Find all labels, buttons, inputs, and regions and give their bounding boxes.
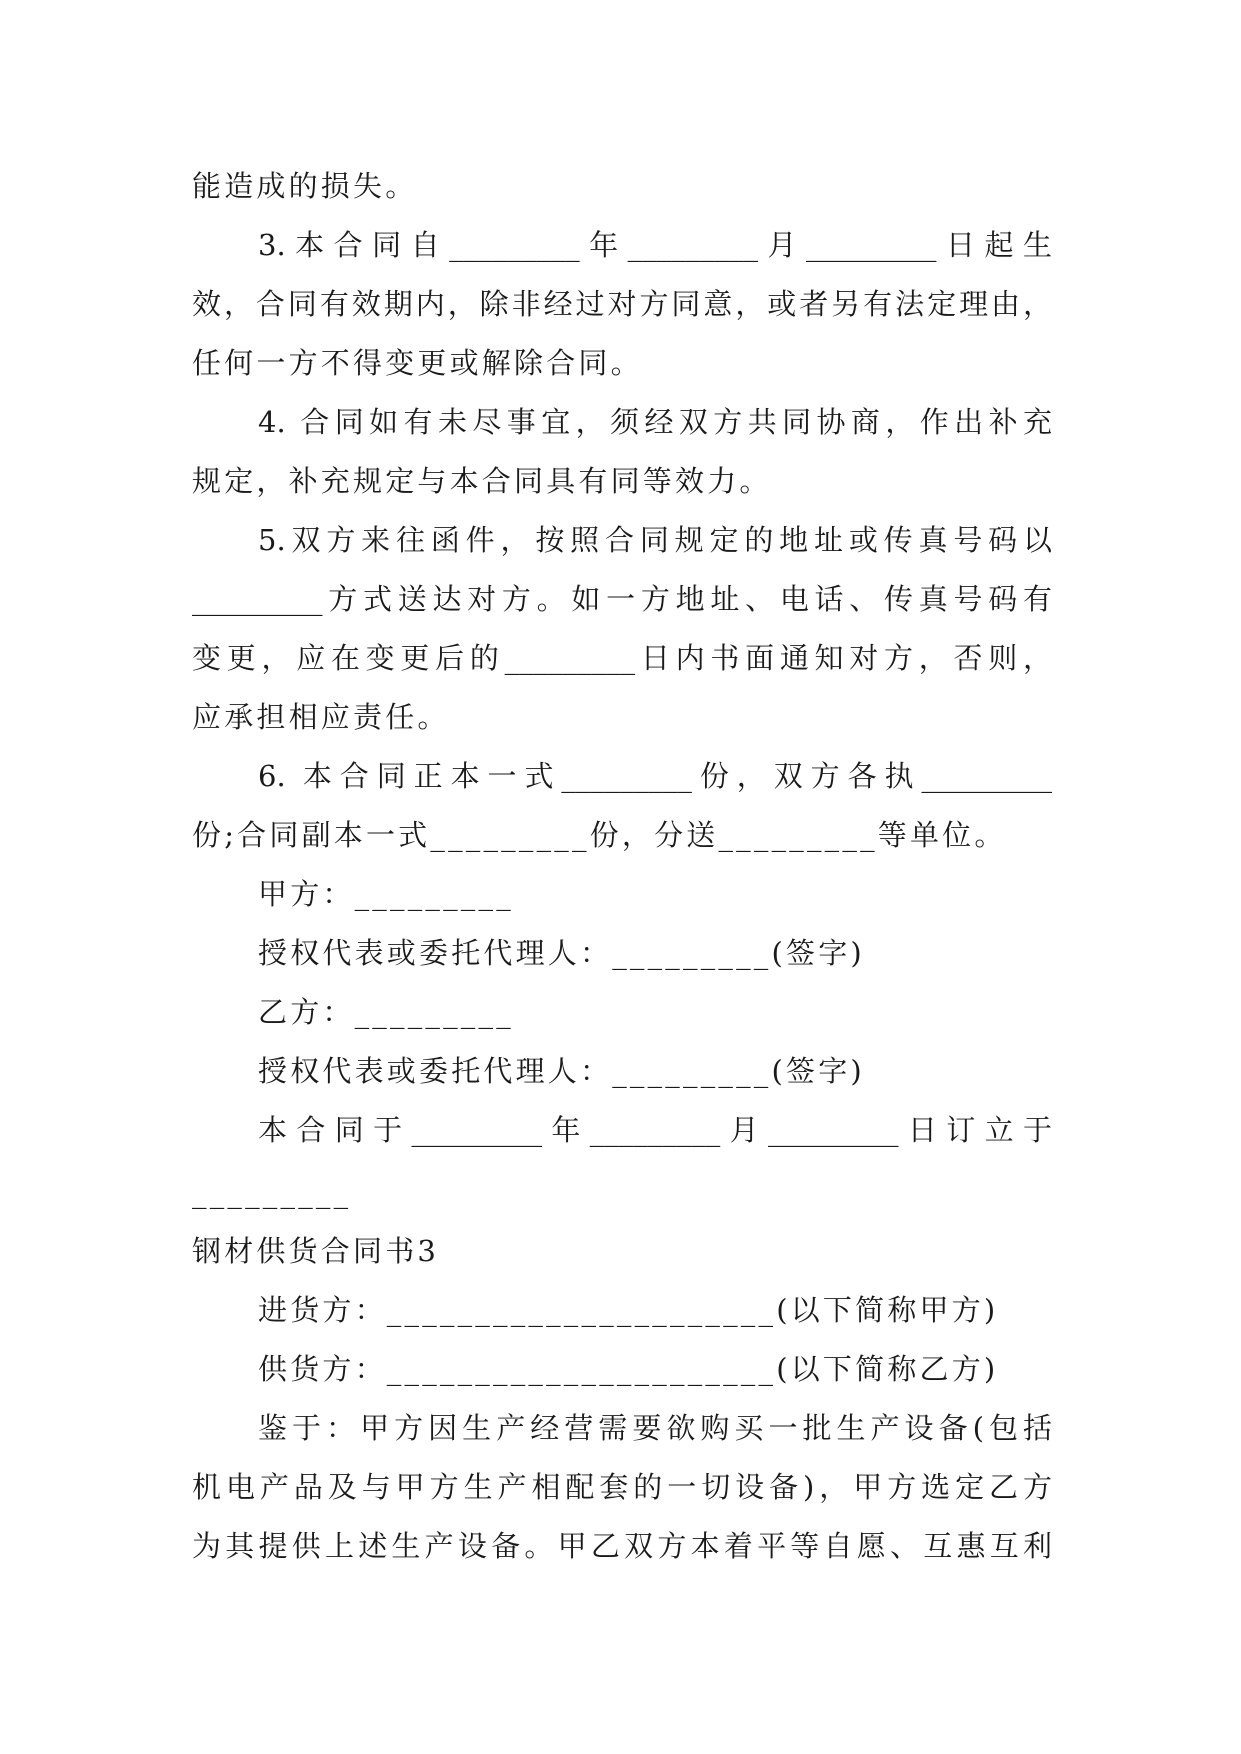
party-a-line: 甲方：_________: [258, 877, 514, 911]
clause-5-line-1: 5.双方来往函件，按照合同规定的地址或传真号码以: [258, 523, 1052, 557]
clause-3-line-3: 任何一方不得变更或解除合同。: [192, 346, 643, 380]
party-b-rep-line: 授权代表或委托代理人：_________(签字): [258, 1054, 865, 1088]
text-line: 能造成的损失。: [192, 169, 418, 203]
signing-place-line: _________: [192, 1175, 352, 1209]
clause-3-line-1: 3.本合同自_________年_________月_________日起生: [258, 228, 1052, 262]
clause-6-line-1: 6. 本合同正本一式_________份，双方各执_________: [258, 759, 1052, 793]
clause-5-line-3: 变更，应在变更后的_________日内书面通知对方，否则，: [192, 641, 1052, 675]
buyer-line: 进货方：______________________(以下简称甲方): [258, 1293, 999, 1327]
clause-4-line-1: 4. 合同如有未尽事宜，须经双方共同协商，作出补充: [258, 405, 1052, 439]
preamble-line-2: 机电产品及与甲方生产相配套的一切设备)，甲方选定乙方: [192, 1470, 1052, 1504]
preamble-line-3: 为其提供上述生产设备。甲乙双方本着平等自愿、互惠互利: [192, 1529, 1052, 1563]
section-title: 钢材供货合同书3: [192, 1234, 440, 1268]
supplier-line: 供货方：______________________(以下简称乙方): [258, 1352, 999, 1386]
signing-date-line: 本合同于_________年_________月_________日订立于: [258, 1113, 1052, 1147]
party-b-line: 乙方：_________: [258, 995, 514, 1029]
clause-5-line-4: 应承担相应责任。: [192, 700, 450, 734]
clause-5-line-2: _________方式送达对方。如一方地址、电话、传真号码有: [192, 582, 1052, 616]
preamble-line-1: 鉴于：甲方因生产经营需要欲购买一批生产设备(包括: [258, 1411, 1052, 1445]
clause-3-line-2: 效，合同有效期内，除非经过对方同意，或者另有法定理由，: [192, 287, 1052, 321]
party-a-rep-line: 授权代表或委托代理人：_________(签字): [258, 936, 865, 970]
clause-4-line-2: 规定，补充规定与本合同具有同等效力。: [192, 464, 772, 498]
clause-6-line-2: 份;合同副本一式_________份，分送_________等单位。: [192, 818, 1007, 852]
